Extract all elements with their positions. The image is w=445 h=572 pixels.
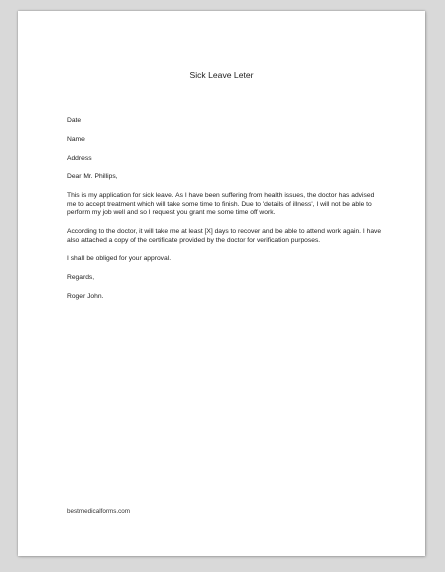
letter-title: Sick Leave Leter (189, 70, 254, 80)
paragraph-recovery: According to the doctor, it will take me at least [X] days to recover and be able to attend work again. I have also attached a copy of the certificate provided by the doctor for verification purposes. (67, 228, 382, 244)
regards-line: Regards, (67, 274, 95, 282)
paragraph-request: This is my application for sick leave. As I have been suffering from health issues, the doctor has advised me to accept treatment which will take some time to finish. Due to 'details of illness', I will not be able to perform my job well and so I request you grant me some time off work. (67, 192, 375, 217)
footer-website: bestmedicalforms.com (67, 508, 130, 515)
closing-line: I shall be obliged for your approval. (67, 255, 172, 263)
letter-body (67, 117, 385, 312)
salutation: Dear Mr. Phillips, (67, 173, 118, 181)
signature-name: Roger John. (67, 293, 104, 301)
name-line: Name (67, 135, 85, 143)
date-line: Date (67, 117, 82, 124)
document-page (18, 11, 425, 556)
address-line: Address (67, 154, 92, 162)
